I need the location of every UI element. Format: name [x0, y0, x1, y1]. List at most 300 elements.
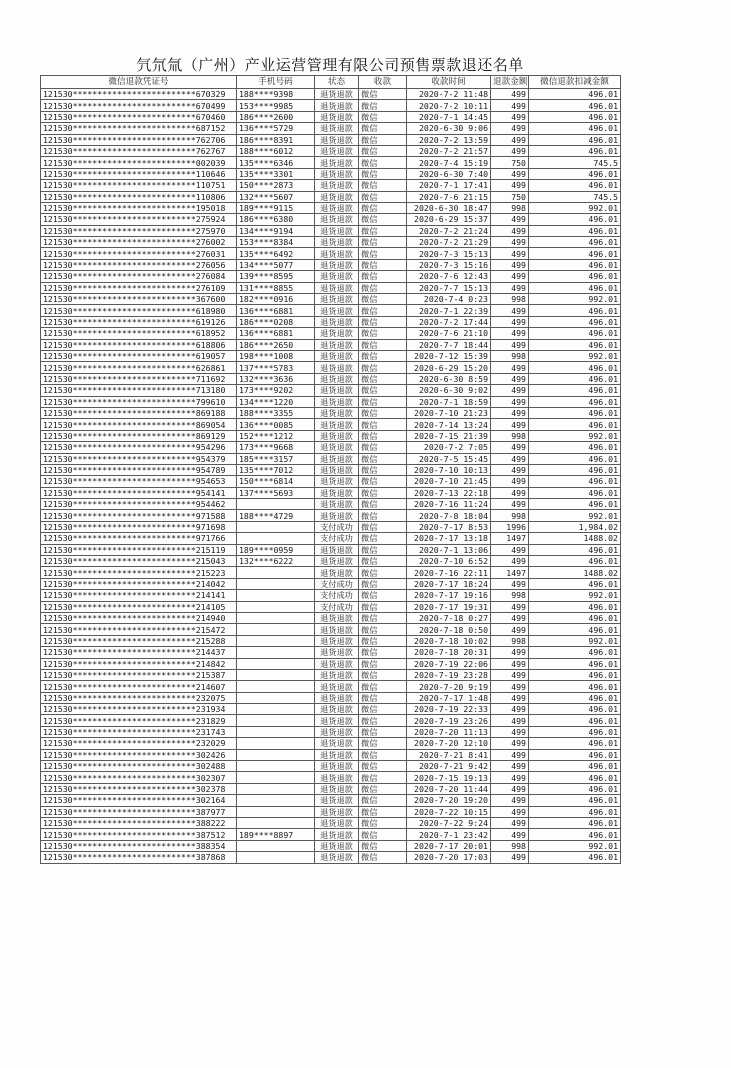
channel-cell: 微信 [359, 385, 407, 396]
voucher-no-cell: 121530*************************302488 [41, 761, 237, 772]
status-cell: 支付成功 [315, 601, 359, 612]
channel-cell: 微信 [359, 123, 407, 134]
refund-amount-cell: 499 [491, 225, 529, 236]
refund-amount-cell: 499 [491, 669, 529, 680]
refund-amount-cell: 499 [491, 738, 529, 749]
table-row [41, 214, 621, 225]
deduct-amount-cell: 496.01 [529, 305, 621, 316]
phone-cell: 150****6814 [237, 476, 315, 487]
channel-cell: 微信 [359, 726, 407, 737]
channel-cell: 微信 [359, 635, 407, 646]
phone-cell [237, 783, 315, 794]
table-row [41, 601, 621, 612]
deduct-amount-cell: 496.01 [529, 499, 621, 510]
phone-cell: 173****9668 [237, 442, 315, 453]
deduct-amount-cell: 496.01 [529, 624, 621, 635]
phone-cell: 153****8384 [237, 237, 315, 248]
channel-cell: 微信 [359, 681, 407, 692]
pay-time-cell: 2020-7-22 10:15 [407, 806, 491, 817]
pay-time-cell: 2020-7-12 15:39 [407, 350, 491, 361]
voucher-no-cell: 121530*************************110751 [41, 180, 237, 191]
channel-cell: 微信 [359, 419, 407, 430]
pay-time-cell: 2020-7-14 13:24 [407, 419, 491, 430]
refund-amount-cell: 998 [491, 350, 529, 361]
phone-cell: 131****8855 [237, 282, 315, 293]
phone-cell [237, 772, 315, 783]
channel-cell: 微信 [359, 271, 407, 282]
table-row [41, 168, 621, 179]
pay-time-cell: 2020-7-17 13:18 [407, 533, 491, 544]
status-cell: 退货退款 [315, 704, 359, 715]
status-cell: 退货退款 [315, 453, 359, 464]
phone-cell [237, 852, 315, 863]
channel-cell: 微信 [359, 601, 407, 612]
pay-time-cell: 2020-7-2 13:59 [407, 134, 491, 145]
refund-amount-cell: 499 [491, 339, 529, 350]
channel-cell: 微信 [359, 225, 407, 236]
voucher-no-cell: 121530*************************302164 [41, 795, 237, 806]
channel-cell: 微信 [359, 829, 407, 840]
pay-time-cell: 2020-7-15 21:39 [407, 430, 491, 441]
voucher-no-cell: 121530*************************954141 [41, 487, 237, 498]
pay-time-cell: 2020-7-13 22:18 [407, 487, 491, 498]
voucher-no-cell: 121530*************************232075 [41, 692, 237, 703]
table-row [41, 556, 621, 567]
table-row [41, 271, 621, 282]
voucher-no-cell: 121530*************************799610 [41, 396, 237, 407]
deduct-amount-cell: 496.01 [529, 658, 621, 669]
voucher-no-cell: 121530*************************214842 [41, 658, 237, 669]
table-row [41, 635, 621, 646]
phone-cell [237, 818, 315, 829]
refund-amount-cell: 499 [491, 612, 529, 623]
table-row [41, 430, 621, 441]
phone-cell: 135****6346 [237, 157, 315, 168]
pay-time-cell: 2020-7-10 10:13 [407, 464, 491, 475]
deduct-amount-cell: 496.01 [529, 237, 621, 248]
deduct-amount-cell: 496.01 [529, 556, 621, 567]
status-cell: 退货退款 [315, 407, 359, 418]
voucher-no-cell: 121530*************************302426 [41, 749, 237, 760]
table-row [41, 442, 621, 453]
refund-amount-cell: 998 [491, 635, 529, 646]
status-cell: 退货退款 [315, 339, 359, 350]
voucher-no-cell: 121530*************************276056 [41, 259, 237, 270]
voucher-no-cell: 121530*************************214042 [41, 578, 237, 589]
refund-amount-cell: 499 [491, 305, 529, 316]
deduct-amount-cell: 496.01 [529, 476, 621, 487]
status-cell: 退货退款 [315, 237, 359, 248]
table-row [41, 499, 621, 510]
voucher-no-cell: 121530*************************869188 [41, 407, 237, 418]
table-row [41, 612, 621, 623]
pay-time-cell: 2020-7-1 22:39 [407, 305, 491, 316]
status-cell: 退货退款 [315, 476, 359, 487]
status-cell: 退货退款 [315, 225, 359, 236]
deduct-amount-cell: 496.01 [529, 134, 621, 145]
voucher-no-cell: 121530*************************276031 [41, 248, 237, 259]
pay-time-cell: 2020-6-30 9:02 [407, 385, 491, 396]
voucher-no-cell: 121530*************************762706 [41, 134, 237, 145]
refund-amount-cell: 499 [491, 407, 529, 418]
pay-time-cell: 2020-7-20 9:19 [407, 681, 491, 692]
channel-cell: 微信 [359, 487, 407, 498]
pay-time-cell: 2020-7-2 17:44 [407, 316, 491, 327]
status-cell: 退货退款 [315, 248, 359, 259]
status-cell: 退货退款 [315, 692, 359, 703]
phone-cell: 186****2600 [237, 111, 315, 122]
table-row [41, 544, 621, 555]
pay-time-cell: 2020-7-17 19:16 [407, 590, 491, 601]
table-row [41, 806, 621, 817]
voucher-no-cell: 121530*************************713180 [41, 385, 237, 396]
header-phone: 手机号码 [237, 76, 315, 89]
table-row [41, 419, 621, 430]
deduct-amount-cell: 496.01 [529, 419, 621, 430]
pay-time-cell: 2020-7-6 21:15 [407, 191, 491, 202]
channel-cell: 微信 [359, 510, 407, 521]
phone-cell [237, 635, 315, 646]
voucher-no-cell: 121530*************************618806 [41, 339, 237, 350]
table-row [41, 852, 621, 863]
deduct-amount-cell: 496.01 [529, 453, 621, 464]
table-row [41, 624, 621, 635]
deduct-amount-cell: 496.01 [529, 669, 621, 680]
table-row [41, 487, 621, 498]
deduct-amount-cell: 496.01 [529, 362, 621, 373]
table-row [41, 294, 621, 305]
phone-cell: 198****1008 [237, 350, 315, 361]
pay-time-cell: 2020-7-18 0:27 [407, 612, 491, 623]
deduct-amount-cell: 496.01 [529, 578, 621, 589]
phone-cell [237, 715, 315, 726]
status-cell: 退货退款 [315, 635, 359, 646]
table-row [41, 738, 621, 749]
table-row [41, 396, 621, 407]
phone-cell: 134****1220 [237, 396, 315, 407]
deduct-amount-cell: 496.01 [529, 385, 621, 396]
table-row [41, 123, 621, 134]
deduct-amount-cell: 992.01 [529, 635, 621, 646]
channel-cell: 微信 [359, 783, 407, 794]
refund-amount-cell: 1996 [491, 521, 529, 532]
deduct-amount-cell: 496.01 [529, 89, 621, 100]
pay-time-cell: 2020-7-19 23:26 [407, 715, 491, 726]
table-row [41, 818, 621, 829]
channel-cell: 微信 [359, 100, 407, 111]
channel-cell: 微信 [359, 476, 407, 487]
pay-time-cell: 2020-7-20 12:10 [407, 738, 491, 749]
refund-amount-cell: 1497 [491, 533, 529, 544]
status-cell: 退货退款 [315, 430, 359, 441]
refund-amount-cell: 499 [491, 453, 529, 464]
phone-cell: 189****8897 [237, 829, 315, 840]
channel-cell: 微信 [359, 191, 407, 202]
pay-time-cell: 2020-7-1 23:42 [407, 829, 491, 840]
status-cell: 退货退款 [315, 157, 359, 168]
channel-cell: 微信 [359, 407, 407, 418]
status-cell: 退货退款 [315, 111, 359, 122]
channel-cell: 微信 [359, 795, 407, 806]
phone-cell [237, 726, 315, 737]
channel-cell: 微信 [359, 168, 407, 179]
voucher-no-cell: 121530*************************214437 [41, 647, 237, 658]
voucher-no-cell: 121530*************************302378 [41, 783, 237, 794]
table-row [41, 749, 621, 760]
phone-cell: 185****3157 [237, 453, 315, 464]
channel-cell: 微信 [359, 248, 407, 259]
refund-amount-cell: 499 [491, 806, 529, 817]
deduct-amount-cell: 992.01 [529, 430, 621, 441]
header-pay-time: 收款时间 [407, 76, 491, 89]
voucher-no-cell: 121530*************************110806 [41, 191, 237, 202]
phone-cell: 186****2650 [237, 339, 315, 350]
deduct-amount-cell: 496.01 [529, 168, 621, 179]
voucher-no-cell: 121530*************************002039 [41, 157, 237, 168]
channel-cell: 微信 [359, 316, 407, 327]
table-row [41, 829, 621, 840]
pay-time-cell: 2020-6-30 9:06 [407, 123, 491, 134]
pay-time-cell: 2020-7-2 7:05 [407, 442, 491, 453]
channel-cell: 微信 [359, 89, 407, 100]
table-row [41, 510, 621, 521]
voucher-no-cell: 121530*************************110646 [41, 168, 237, 179]
status-cell: 退货退款 [315, 316, 359, 327]
status-cell: 退货退款 [315, 726, 359, 737]
deduct-amount-cell: 992.01 [529, 590, 621, 601]
pay-time-cell: 2020-7-22 9:24 [407, 818, 491, 829]
refund-amount-cell: 998 [491, 294, 529, 305]
phone-cell [237, 840, 315, 851]
deduct-amount-cell: 496.01 [529, 601, 621, 612]
pay-time-cell: 2020-7-7 18:44 [407, 339, 491, 350]
status-cell: 退货退款 [315, 715, 359, 726]
deduct-amount-cell: 496.01 [529, 339, 621, 350]
table-row [41, 134, 621, 145]
channel-cell: 微信 [359, 544, 407, 555]
deduct-amount-cell: 496.01 [529, 145, 621, 156]
status-cell: 退货退款 [315, 499, 359, 510]
channel-cell: 微信 [359, 612, 407, 623]
voucher-no-cell: 121530*************************387512 [41, 829, 237, 840]
document-title: 氕氘氚（广州）产业运营管理有限公司预售票款退还名单 [136, 56, 524, 74]
status-cell: 退货退款 [315, 647, 359, 658]
refund-amount-cell: 1497 [491, 567, 529, 578]
voucher-no-cell: 121530*************************231743 [41, 726, 237, 737]
phone-cell [237, 669, 315, 680]
channel-cell: 微信 [359, 214, 407, 225]
voucher-no-cell: 121530*************************954296 [41, 442, 237, 453]
refund-amount-cell: 499 [491, 704, 529, 715]
status-cell: 退货退款 [315, 806, 359, 817]
phone-cell [237, 624, 315, 635]
refund-amount-cell: 499 [491, 259, 529, 270]
channel-cell: 微信 [359, 134, 407, 145]
status-cell: 退货退款 [315, 134, 359, 145]
status-cell: 退货退款 [315, 191, 359, 202]
refund-amount-cell: 499 [491, 214, 529, 225]
voucher-no-cell: 121530*************************618980 [41, 305, 237, 316]
channel-cell: 微信 [359, 396, 407, 407]
pay-time-cell: 2020-7-8 18:04 [407, 510, 491, 521]
table-row [41, 464, 621, 475]
status-cell: 退货退款 [315, 783, 359, 794]
table-row [41, 647, 621, 658]
channel-cell: 微信 [359, 556, 407, 567]
phone-cell: 173****9202 [237, 385, 315, 396]
deduct-amount-cell: 496.01 [529, 316, 621, 327]
deduct-amount-cell: 496.01 [529, 692, 621, 703]
deduct-amount-cell: 496.01 [529, 829, 621, 840]
refund-amount-cell: 499 [491, 601, 529, 612]
voucher-no-cell: 121530*************************954789 [41, 464, 237, 475]
voucher-no-cell: 121530*************************275924 [41, 214, 237, 225]
pay-time-cell: 2020-7-6 12:43 [407, 271, 491, 282]
phone-cell: 134****5077 [237, 259, 315, 270]
status-cell: 退货退款 [315, 567, 359, 578]
refund-amount-cell: 499 [491, 123, 529, 134]
phone-cell [237, 533, 315, 544]
channel-cell: 微信 [359, 339, 407, 350]
table-row [41, 100, 621, 111]
channel-cell: 微信 [359, 442, 407, 453]
table-row [41, 157, 621, 168]
channel-cell: 微信 [359, 350, 407, 361]
voucher-no-cell: 121530*************************231934 [41, 704, 237, 715]
refund-amount-cell: 499 [491, 476, 529, 487]
table-row [41, 567, 621, 578]
phone-cell: 136****6881 [237, 305, 315, 316]
status-cell: 退货退款 [315, 145, 359, 156]
table-row [41, 533, 621, 544]
pay-time-cell: 2020-7-20 11:44 [407, 783, 491, 794]
voucher-no-cell: 121530*************************670329 [41, 89, 237, 100]
voucher-no-cell: 121530*************************971766 [41, 533, 237, 544]
table-row [41, 191, 621, 202]
table-row [41, 202, 621, 213]
channel-cell: 微信 [359, 464, 407, 475]
channel-cell: 微信 [359, 328, 407, 339]
refund-amount-cell: 499 [491, 362, 529, 373]
phone-cell: 150****2873 [237, 180, 315, 191]
status-cell: 退货退款 [315, 259, 359, 270]
deduct-amount-cell: 992.01 [529, 202, 621, 213]
voucher-no-cell: 121530*************************232029 [41, 738, 237, 749]
table-row [41, 590, 621, 601]
voucher-no-cell: 121530*************************214940 [41, 612, 237, 623]
pay-time-cell: 2020-7-6 21:10 [407, 328, 491, 339]
table-row [41, 715, 621, 726]
table-row [41, 89, 621, 100]
deduct-amount-cell: 496.01 [529, 123, 621, 134]
status-cell: 退货退款 [315, 681, 359, 692]
voucher-no-cell: 121530*************************276002 [41, 237, 237, 248]
refund-amount-cell: 499 [491, 761, 529, 772]
table-body [41, 89, 621, 864]
deduct-amount-cell: 496.01 [529, 100, 621, 111]
phone-cell [237, 704, 315, 715]
phone-cell: 132****5607 [237, 191, 315, 202]
status-cell: 支付成功 [315, 590, 359, 601]
status-cell: 退货退款 [315, 271, 359, 282]
status-cell: 退货退款 [315, 464, 359, 475]
pay-time-cell: 2020-7-1 13:06 [407, 544, 491, 555]
phone-cell [237, 612, 315, 623]
refund-amount-cell: 499 [491, 464, 529, 475]
status-cell: 退货退款 [315, 556, 359, 567]
status-cell: 退货退款 [315, 385, 359, 396]
pay-time-cell: 2020-7-18 10:02 [407, 635, 491, 646]
refund-amount-cell: 499 [491, 783, 529, 794]
refund-amount-cell: 499 [491, 829, 529, 840]
refund-amount-cell: 750 [491, 157, 529, 168]
table-row [41, 704, 621, 715]
phone-cell: 135****7012 [237, 464, 315, 475]
deduct-amount-cell: 1488.02 [529, 567, 621, 578]
status-cell: 退货退款 [315, 419, 359, 430]
phone-cell: 182****0916 [237, 294, 315, 305]
refund-amount-cell: 499 [491, 578, 529, 589]
status-cell: 退货退款 [315, 612, 359, 623]
phone-cell: 188****3355 [237, 407, 315, 418]
voucher-no-cell: 121530*************************388354 [41, 840, 237, 851]
voucher-no-cell: 121530*************************387868 [41, 852, 237, 863]
deduct-amount-cell: 496.01 [529, 407, 621, 418]
pay-time-cell: 2020-7-10 21:45 [407, 476, 491, 487]
channel-cell: 微信 [359, 111, 407, 122]
pay-time-cell: 2020-7-4 0:23 [407, 294, 491, 305]
deduct-amount-cell: 496.01 [529, 248, 621, 259]
pay-time-cell: 2020-7-1 17:41 [407, 180, 491, 191]
voucher-no-cell: 121530*************************215472 [41, 624, 237, 635]
channel-cell: 微信 [359, 259, 407, 270]
voucher-no-cell: 121530*************************687152 [41, 123, 237, 134]
phone-cell [237, 567, 315, 578]
deduct-amount-cell: 496.01 [529, 715, 621, 726]
deduct-amount-cell: 496.01 [529, 373, 621, 384]
deduct-amount-cell: 496.01 [529, 612, 621, 623]
phone-cell [237, 692, 315, 703]
channel-cell: 微信 [359, 738, 407, 749]
refund-amount-cell: 499 [491, 692, 529, 703]
phone-cell: 189****0959 [237, 544, 315, 555]
pay-time-cell: 2020-7-18 0:50 [407, 624, 491, 635]
phone-cell [237, 749, 315, 760]
phone-cell [237, 578, 315, 589]
channel-cell: 微信 [359, 647, 407, 658]
channel-cell: 微信 [359, 715, 407, 726]
phone-cell: 132****3636 [237, 373, 315, 384]
refund-amount-cell: 499 [491, 100, 529, 111]
pay-time-cell: 2020-7-20 11:13 [407, 726, 491, 737]
status-cell: 退货退款 [315, 761, 359, 772]
channel-cell: 微信 [359, 658, 407, 669]
status-cell: 退货退款 [315, 396, 359, 407]
table-row [41, 783, 621, 794]
channel-cell: 微信 [359, 202, 407, 213]
voucher-no-cell: 121530*************************954379 [41, 453, 237, 464]
deduct-amount-cell: 496.01 [529, 726, 621, 737]
phone-cell [237, 601, 315, 612]
pay-time-cell: 2020-7-1 18:59 [407, 396, 491, 407]
phone-cell: 136****6881 [237, 328, 315, 339]
table-row [41, 259, 621, 270]
channel-cell: 微信 [359, 453, 407, 464]
phone-cell: 152****1212 [237, 430, 315, 441]
voucher-no-cell: 121530*************************215288 [41, 635, 237, 646]
refund-amount-cell: 499 [491, 373, 529, 384]
status-cell: 支付成功 [315, 578, 359, 589]
